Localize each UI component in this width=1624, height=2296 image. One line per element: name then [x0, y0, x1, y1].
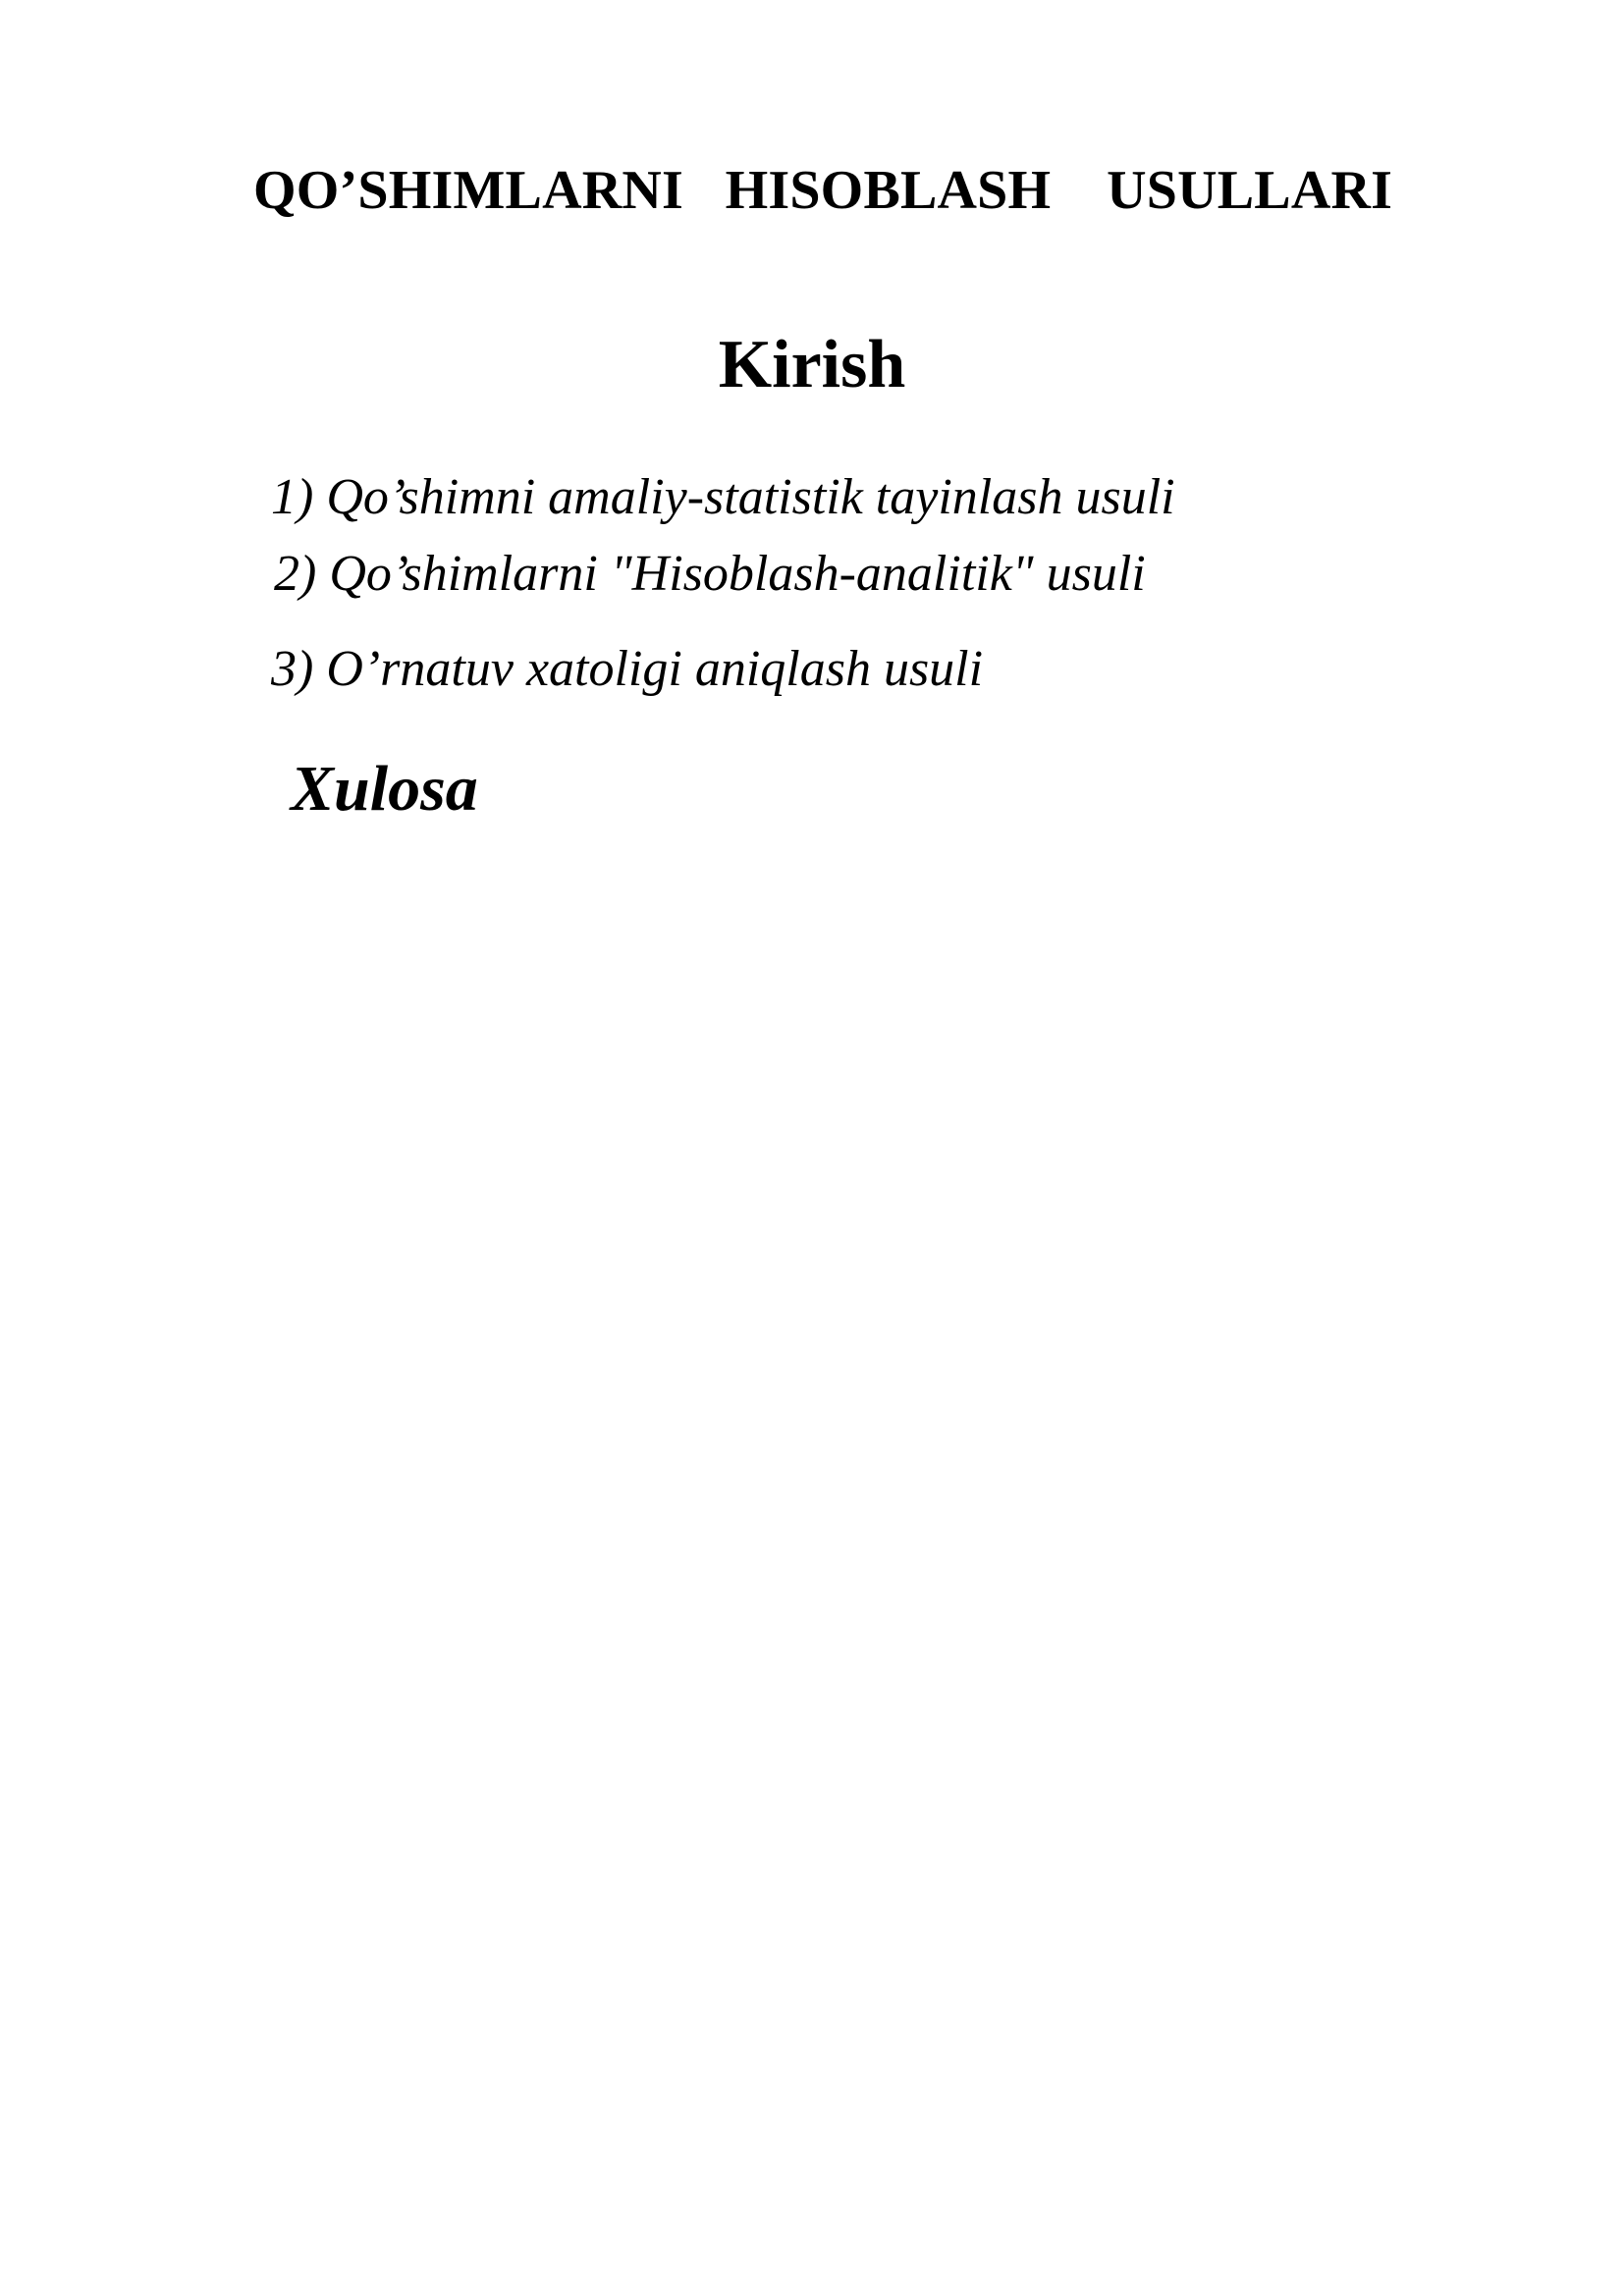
- contents-item-2: 2) Qo’shimlarni "Hisoblash-analitik" usuli: [274, 546, 1146, 602]
- contents-item-3: 3) O’rnatuv xatoligi aniqlash usuli: [271, 641, 984, 697]
- introduction-heading: Kirish: [718, 327, 906, 402]
- document-title: QO’SHIMLARNI HISOBLASH USULLARI: [253, 160, 1393, 221]
- conclusion-heading: Xulosa: [291, 753, 478, 825]
- contents-item-1: 1) Qo’shimni amaliy-statistik tayinlash usuli: [271, 469, 1175, 525]
